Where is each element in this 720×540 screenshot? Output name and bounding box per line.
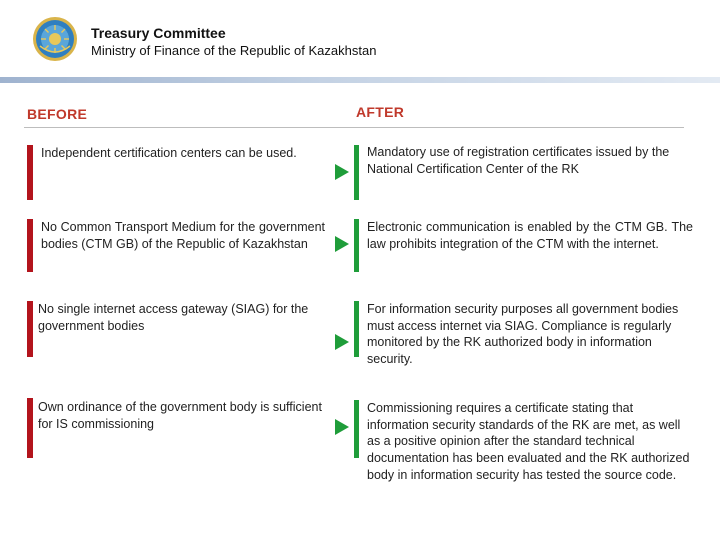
heading-divider [24,127,684,128]
before-text: No single internet access gateway (SIAG) for the government bodies [38,302,309,333]
before-accent-bar [27,398,33,458]
before-text: No Common Transport Medium for the government bodies (CTM GB) of the Republic of Kazakhstan [41,220,325,251]
arrow-right-icon [335,334,349,350]
before-accent-bar [27,219,33,272]
before-text: Own ordinance of the government body is sufficient for IS commissioning [38,400,322,431]
before-accent-bar [27,145,33,200]
before-accent-bar [27,301,33,357]
after-accent-bar [354,301,359,357]
org-subtitle: Ministry of Finance of the Republic of Kazakhstan [91,43,377,58]
arrow-right-icon [335,236,349,252]
before-text: Independent certification centers can be used. [41,146,297,160]
arrow-right-icon [335,419,349,435]
after-text: Mandatory use of registration certificates issued by the National Certification Center of the RK [367,145,670,176]
before-heading: BEFORE [27,106,88,122]
org-title: Treasury Committee [91,25,226,41]
after-text: For information security purposes all government bodies must access internet via SIAG. Compliance is regularly monitored by the RK authorized body in information security. [367,302,679,367]
after-text: Electronic communication is enabled by the CTM GB. The law prohibits integration of the CTM with the internet. [367,220,693,251]
after-accent-bar [354,219,359,272]
header-divider-bar [0,77,720,83]
after-text: Commissioning requires a certificate stating that information security standards of the RK are met, as well as a positive opinion after the standard technical documentation has been evaluated and the RK authorized body in information security has tested the source code. [367,401,690,482]
kazakhstan-emblem-icon [32,16,78,62]
page-header [0,0,720,78]
after-heading: AFTER [356,104,405,120]
after-accent-bar [354,145,359,200]
arrow-right-icon [335,164,349,180]
after-accent-bar [354,400,359,458]
